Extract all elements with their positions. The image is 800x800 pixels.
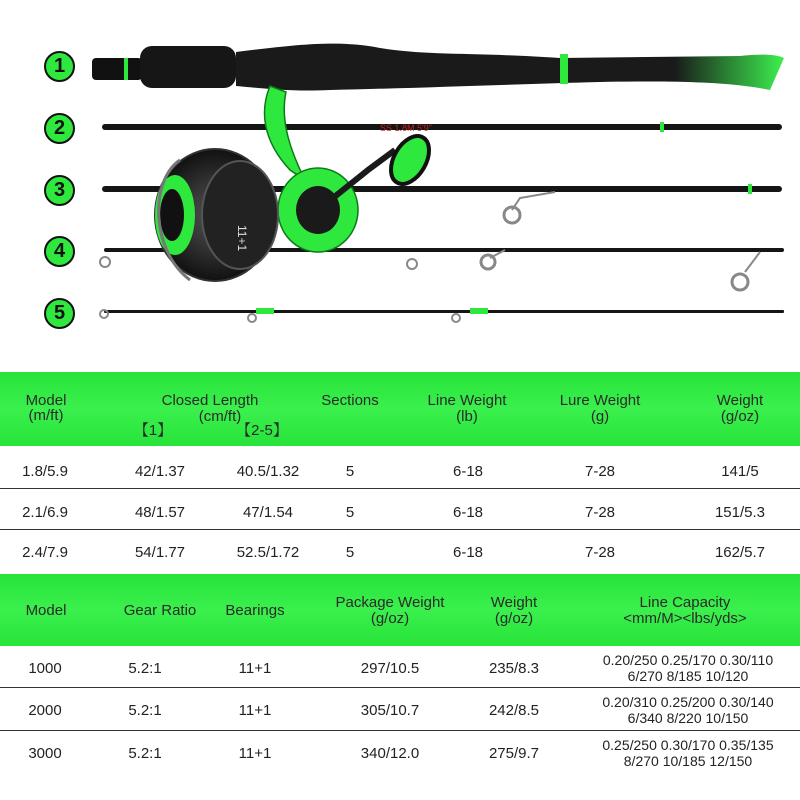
section-badge-1: 1 xyxy=(44,51,75,82)
header-reel-weight-unit: (g/oz) xyxy=(494,610,534,627)
header-line-capacity: Line Capacity xyxy=(639,594,731,611)
reel-row-3-package: 340/12.0 xyxy=(360,745,420,762)
reel-row-2-gear: 5.2:1 xyxy=(128,702,162,719)
row-divider xyxy=(0,730,800,731)
header-package-weight-unit: (g/oz) xyxy=(370,610,410,627)
svg-text:11+1: 11+1 xyxy=(235,225,249,252)
header-model: Model xyxy=(25,392,67,409)
reel-row-2-bearings: 11+1 xyxy=(238,702,272,719)
rod-row-1-sections: 5 xyxy=(345,463,355,480)
reel-row-2-capacity-lbs: 6/340 8/220 10/150 xyxy=(627,710,749,726)
header-lure-weight: Lure Weight xyxy=(559,392,641,409)
reel-row-1-package: 297/10.5 xyxy=(360,660,420,677)
reel-row-3-gear: 5.2:1 xyxy=(128,745,162,762)
reel-row-3-capacity-mm: 0.25/250 0.30/170 0.35/135 xyxy=(602,737,774,753)
rod-row-3-model: 2.4/7.9 xyxy=(22,544,68,561)
header-reel-model: Model xyxy=(25,602,67,619)
header-closed-sub-1: 【1】 xyxy=(133,422,173,439)
rod-row-2-len2: 47/1.54 xyxy=(242,504,294,521)
reel-row-2-model: 2000 xyxy=(28,702,62,719)
rod-section-5 xyxy=(100,308,784,322)
header-weight-unit: (g/oz) xyxy=(720,408,760,425)
reel-row-1-bearings: 11+1 xyxy=(238,660,272,677)
rod-row-1-weight: 141/5 xyxy=(721,463,759,480)
reel-row-2-weight: 242/8.5 xyxy=(488,702,540,719)
reel-row-1-gear: 5.2:1 xyxy=(128,660,162,677)
reel-row-1-model: 1000 xyxy=(28,660,62,677)
section-badge-5: 5 xyxy=(44,298,75,329)
rod-section-1 xyxy=(92,44,784,91)
row-divider xyxy=(0,529,800,530)
header-closed-sub-2: 【2-5】 xyxy=(236,422,288,439)
header-line-capacity-unit: <mm/M><lbs/yds> xyxy=(623,610,747,627)
rod-row-2-lure: 7-28 xyxy=(584,504,616,521)
rod-row-2-sections: 5 xyxy=(345,504,355,521)
rod-row-1-len2: 40.5/1.32 xyxy=(236,463,300,480)
reel-row-1-capacity-mm: 0.20/250 0.25/170 0.30/110 xyxy=(602,652,774,668)
reel-row-2-package: 305/10.7 xyxy=(360,702,420,719)
reel-row-1-capacity-lbs: 6/270 8/185 10/120 xyxy=(627,668,749,684)
rod-row-1-line: 6-18 xyxy=(452,463,484,480)
rod-row-1-lure: 7-28 xyxy=(584,463,616,480)
row-divider xyxy=(0,687,800,688)
section-badge-3: 3 xyxy=(44,175,75,206)
reel-row-3-bearings: 11+1 xyxy=(238,745,272,762)
header-gear-ratio: Gear Ratio xyxy=(123,602,197,619)
rod-row-3-len2: 52.5/1.72 xyxy=(236,544,300,561)
rod-spec-table xyxy=(0,372,800,574)
reel-row-3-weight: 275/9.7 xyxy=(488,745,540,762)
rod-reel-illustration xyxy=(0,0,800,372)
header-package-weight: Package Weight xyxy=(335,594,445,611)
rod-table-header xyxy=(0,372,800,446)
rod-row-2-len1: 48/1.57 xyxy=(134,504,186,521)
reel-row-3-capacity-lbs: 8/270 10/185 12/150 xyxy=(623,753,753,769)
header-sections: Sections xyxy=(321,392,379,409)
rod-row-1-len1: 42/1.37 xyxy=(134,463,186,480)
section-badge-2: 2 xyxy=(44,113,75,144)
header-line-weight: Line Weight xyxy=(427,392,507,409)
reel-row-1-weight: 235/8.3 xyxy=(488,660,540,677)
rod-row-3-sections: 5 xyxy=(345,544,355,561)
rod-row-3-weight: 162/5.7 xyxy=(714,544,766,561)
reel-row-2-capacity-mm: 0.20/310 0.25/200 0.30/140 xyxy=(602,694,774,710)
rod-row-1-model: 1.8/5.9 xyxy=(22,463,68,480)
header-model-unit: (m/ft) xyxy=(28,407,64,424)
header-reel-weight: Weight xyxy=(490,594,538,611)
rod-row-2-weight: 151/5.3 xyxy=(714,504,766,521)
rod-row-3-line: 6-18 xyxy=(452,544,484,561)
header-lure-weight-unit: (g) xyxy=(590,408,610,425)
header-closed-length-unit: (cm/ft) xyxy=(198,408,242,425)
rod-row-2-line: 6-18 xyxy=(452,504,484,521)
reel-row-3-model: 3000 xyxy=(28,745,62,762)
rod-section-2 xyxy=(102,122,782,132)
header-weight: Weight xyxy=(716,392,764,409)
rod-row-2-model: 2.1/6.9 xyxy=(22,504,68,521)
svg-text:SS 1.8M 5'9": SS 1.8M 5'9" xyxy=(380,123,432,133)
rod-row-3-lure: 7-28 xyxy=(584,544,616,561)
row-divider xyxy=(0,488,800,489)
reel-spec-table xyxy=(0,574,800,800)
header-bearings: Bearings xyxy=(225,602,285,619)
header-line-weight-unit: (lb) xyxy=(456,408,478,425)
header-closed-length: Closed Length xyxy=(161,392,259,409)
product-image xyxy=(0,0,800,372)
rod-row-3-len1: 54/1.77 xyxy=(134,544,186,561)
section-badge-4: 4 xyxy=(44,236,75,267)
reel-table-header xyxy=(0,574,800,646)
